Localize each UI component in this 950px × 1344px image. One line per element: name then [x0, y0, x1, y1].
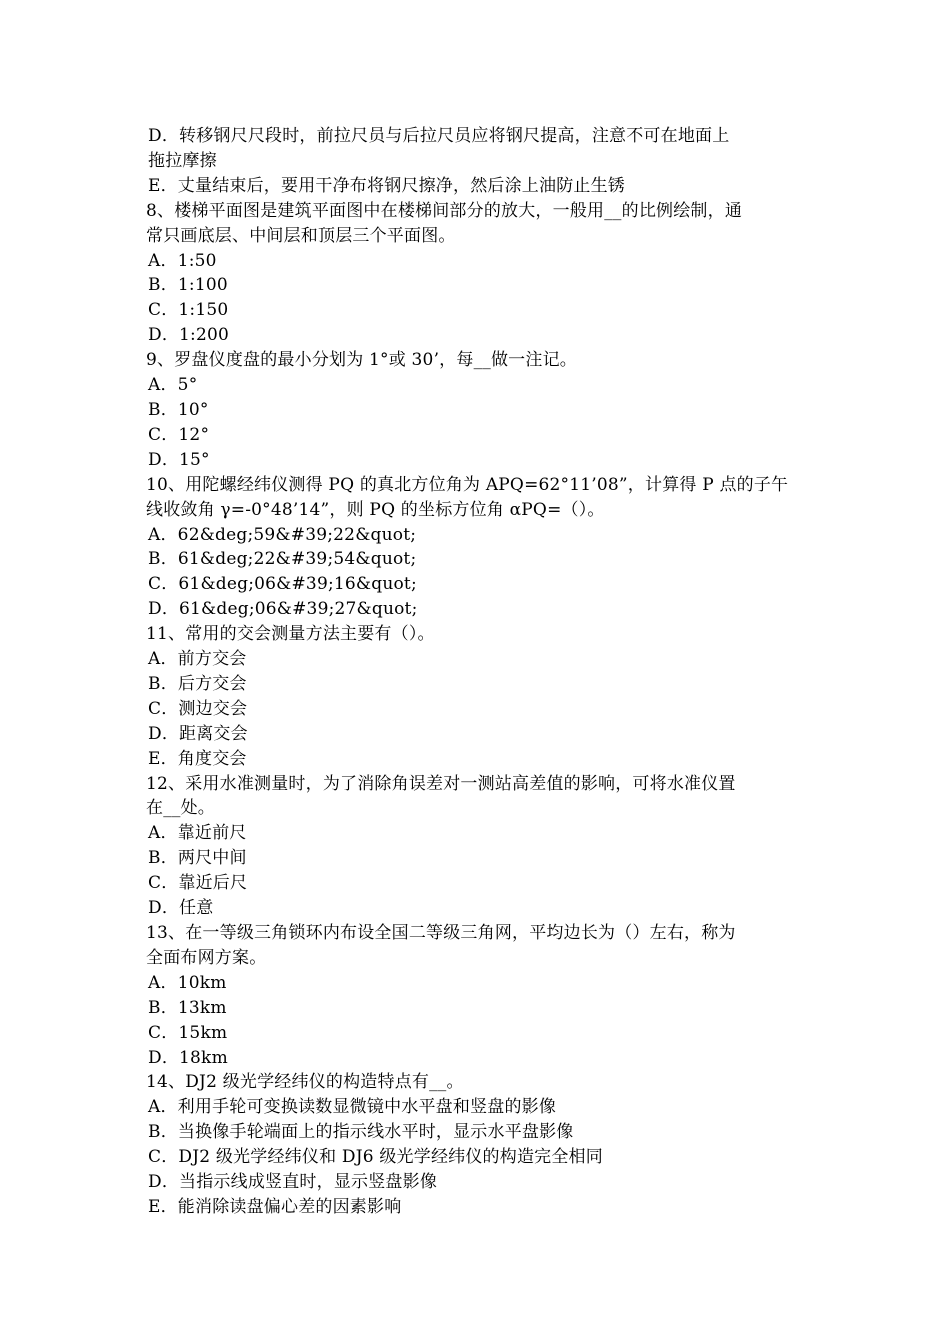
option-line: C．12°	[148, 424, 210, 445]
option-line: A．62&deg;59&#39;22&quot;	[148, 524, 417, 545]
option-line: A．1:50	[148, 250, 217, 271]
option-line: C．15km	[148, 1022, 228, 1043]
option-line: A．5°	[148, 375, 198, 396]
question-line: 9、罗盘仪度盘的最小分划为 1°或 30’，每__做一注记。	[146, 350, 577, 371]
option-line: B．当换像手轮端面上的指示线水平时，显示水平盘影像	[148, 1122, 574, 1143]
question-line: 12、采用水准测量时，为了消除角误差对一测站高差值的影响，可将水准仪置	[146, 773, 736, 794]
option-line: C．DJ2 级光学经纬仪和 DJ6 级光学经纬仪的构造完全相同	[148, 1147, 603, 1168]
option-line: E．能消除读盘偏心差的因素影响	[148, 1196, 402, 1217]
option-line: A．10km	[148, 972, 227, 993]
option-line: B．两尺中间	[148, 848, 247, 869]
option-line: D．当指示线成竖直时，显示竖盘影像	[148, 1172, 438, 1193]
option-line: D．转移钢尺尺段时，前拉尺员与后拉尺员应将钢尺提高，注意不可在地面上	[148, 126, 730, 146]
option-line: B．10°	[148, 399, 209, 420]
option-line: C．靠近后尺	[148, 873, 248, 894]
option-line: D．任意	[148, 898, 214, 919]
question-line: 线收敛角 γ=-0°48’14”，则 PQ 的坐标方位角 αPQ=（）。	[146, 499, 605, 520]
option-line: C．测边交会	[148, 698, 248, 719]
option-line: C．1:150	[148, 300, 229, 321]
option-line: D．15°	[148, 449, 210, 470]
question-line: 在__处。	[146, 798, 215, 819]
option-line: E．丈量结束后，要用干净布将钢尺擦净，然后涂上油防止生锈	[148, 175, 626, 196]
question-line: 11、常用的交会测量方法主要有（）。	[146, 624, 435, 645]
option-line: A．前方交会	[148, 649, 247, 670]
question-line: 全面布网方案。	[146, 947, 267, 968]
question-line: 常只画底层、中间层和顶层三个平面图。	[146, 225, 456, 246]
option-line: B．后方交会	[148, 673, 247, 694]
option-line: D．61&deg;06&#39;27&quot;	[148, 599, 418, 620]
option-line: 拖拉摩擦	[148, 150, 217, 171]
option-line: A．靠近前尺	[148, 823, 247, 844]
document-page	[146, 124, 808, 1220]
option-line: B．13km	[148, 997, 227, 1018]
question-line: 13、在一等级三角锁环内布设全国二等级三角网，平均边长为（）左右，称为	[146, 923, 736, 943]
option-line: E．角度交会	[148, 748, 247, 769]
option-line: A．利用手轮可变换读数显微镜中水平盘和竖盘的影像	[148, 1097, 557, 1118]
option-line: D．距离交会	[148, 723, 248, 744]
question-line: 10、用陀螺经纬仪测得 PQ 的真北方位角为 APQ=62°11’08”，计算得 P 点的子午	[146, 474, 789, 495]
option-line: B．61&deg;22&#39;54&quot;	[148, 549, 417, 570]
option-line: B．1:100	[148, 275, 228, 296]
question-line: 14、DJ2 级光学经纬仪的构造特点有__。	[146, 1072, 464, 1093]
question-line: 8、楼梯平面图是建筑平面图中在楼梯间部分的放大，一般用__的比例绘制，通	[146, 200, 743, 221]
option-line: D．1:200	[148, 325, 230, 346]
option-line: C．61&deg;06&#39;16&quot;	[148, 574, 417, 595]
option-line: D．18km	[148, 1047, 228, 1068]
